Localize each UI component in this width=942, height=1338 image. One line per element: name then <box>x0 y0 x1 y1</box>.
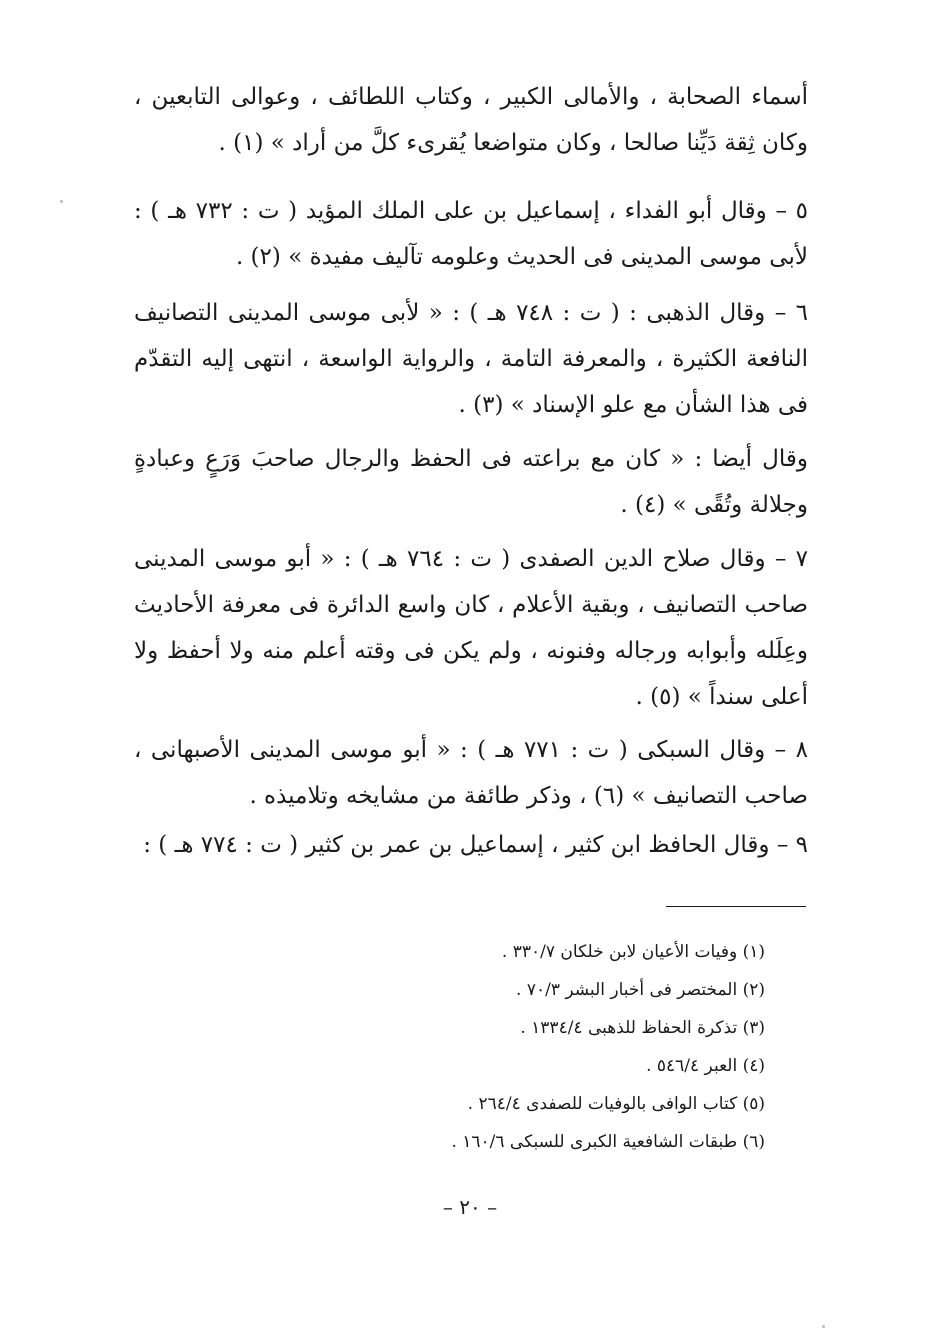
footnote-6: (٦) طبقات الشافعية الكبرى للسبكى ١٦٠/٦ . <box>451 1132 765 1152</box>
footnote-1: (١) وفيات الأعيان لابن خلكان ٣٣٠/٧ . <box>501 942 765 962</box>
footnote-3: (٣) تذكرة الحفاظ للذهبى ١٣٣٤/٤ . <box>520 1018 765 1038</box>
footnote-5: (٥) كتاب الوافى بالوفيات للصفدى ٢٦٤/٤ . <box>467 1094 765 1114</box>
footnote-4: (٤) العبر ٥٤٦/٤ . <box>646 1056 765 1076</box>
paragraph-5: ٧ – وقال صلاح الدين الصفدى ( ت : ٧٦٤ هـ ) : « أبو موسى المدينى صاحب التصانيف ، وبقية الأعلام ، كان واسع الدائرة فى معرفة الأحاديث وعِلَله وأبوابه ورجاله وفنونه ، ولم يكن فى وقته أعلم منه ولا أحفظ ولا أعلى سنداً » (٥) . <box>134 546 808 710</box>
scan-speck <box>822 1325 825 1328</box>
scan-speck <box>60 200 63 203</box>
paragraph-2: ٥ – وقال أبو الفداء ، إسماعيل بن على الملك المؤيد ( ت : ٧٣٢ هـ ) : لأبى موسى المدينى فى الحديث وعلومه تآليف مفيدة » (٢) . <box>134 198 808 270</box>
paragraph-3: ٦ – وقال الذهبى : ( ت : ٧٤٨ هـ ) : « لأبى موسى المدينى التصانيف النافعة الكثيرة ، والمعرفة التامة ، والرواية الواسعة ، انتهى إليه التقدّم فى هذا الشأن مع علو الإسناد » (٣) . <box>134 300 808 418</box>
paragraph-4: وقال أيضا : « كان مع براعته فى الحفظ والرجال صاحبَ وَرَعٍ وعبادةٍ وجلالة وتُقًى » (٤) . <box>134 446 808 518</box>
footnotes-list <box>380 933 765 1161</box>
paragraph-1: أسماء الصحابة ، والأمالى الكبير ، وكتاب اللطائف ، وعوالى التابعين ، وكان ثِقة دَيِّنا صالحا ، وكان متواضعا يُقرىء كلَّ من أراد » (١) . <box>134 84 808 156</box>
footnote-separator <box>666 906 806 907</box>
page-number: – ٢٠ – <box>442 1195 498 1219</box>
paragraph-7: ٩ – وقال الحافظ ابن كثير ، إسماعيل بن عمر بن كثير ( ت : ٧٧٤ هـ ) : <box>143 832 808 858</box>
paragraph-6: ٨ – وقال السبكى ( ت : ٧٧١ هـ ) : « أبو موسى المدينى الأصبهانى ، صاحب التصانيف » (٦) ، وذكر طائفة من مشايخه وتلاميذه . <box>134 737 808 809</box>
footnote-2: (٢) المختصر فى أخبار البشر ٧٠/٣ . <box>516 980 765 1000</box>
